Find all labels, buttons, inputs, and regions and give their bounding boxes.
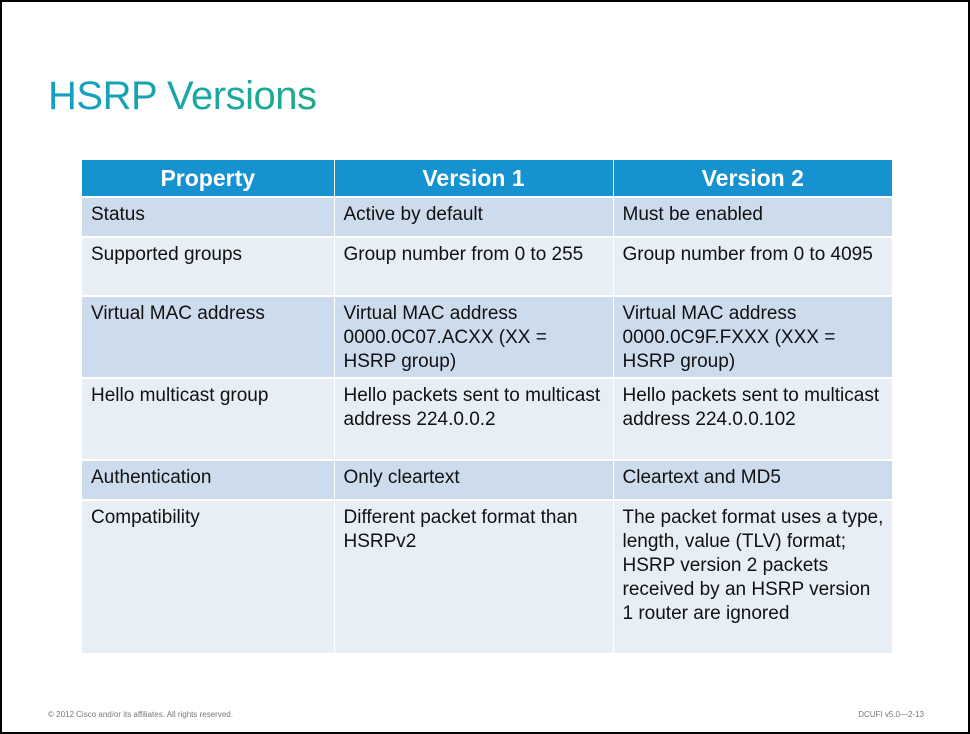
version-2-cell: Group number from 0 to 4095 <box>613 237 892 296</box>
version-1-cell: Virtual MAC address 0000.0C07.ACXX (XX = HSRP group) <box>334 296 613 378</box>
version-2-cell: Hello packets sent to multicast address 224.0.0.102 <box>613 378 892 460</box>
table-row <box>82 237 892 296</box>
version-2-cell: Virtual MAC address 0000.0C9F.FXXX (XXX = HSRP group) <box>613 296 892 378</box>
table-row <box>82 500 892 653</box>
property-cell: Hello multicast group <box>82 378 334 460</box>
header-version-1: Version 1 <box>334 160 613 197</box>
table-row <box>82 296 892 378</box>
table-row <box>82 197 892 237</box>
table-row <box>82 460 892 500</box>
property-cell: Virtual MAC address <box>82 296 334 378</box>
hsrp-versions-table <box>82 160 892 653</box>
slide-title: HSRP Versions <box>48 74 317 118</box>
version-2-cell: Must be enabled <box>613 197 892 237</box>
header-version-2: Version 2 <box>613 160 892 197</box>
version-1-cell: Different packet format than HSRPv2 <box>334 500 613 653</box>
table-header-row <box>82 160 892 197</box>
header-property: Property <box>82 160 334 197</box>
version-2-cell: The packet format uses a type, length, value (TLV) format; HSRP version 2 packets received by an HSRP version 1 router are ignored <box>613 500 892 653</box>
slide-number-footer: DCUFI v5.0—2-13 <box>858 710 924 719</box>
version-1-cell: Hello packets sent to multicast address 224.0.0.2 <box>334 378 613 460</box>
version-1-cell: Active by default <box>334 197 613 237</box>
property-cell: Status <box>82 197 334 237</box>
copyright-footer: © 2012 Cisco and/or its affiliates. All rights reserved. <box>48 710 233 719</box>
version-1-cell: Group number from 0 to 255 <box>334 237 613 296</box>
version-2-cell: Cleartext and MD5 <box>613 460 892 500</box>
property-cell: Authentication <box>82 460 334 500</box>
table-row <box>82 378 892 460</box>
property-cell: Supported groups <box>82 237 334 296</box>
version-1-cell: Only cleartext <box>334 460 613 500</box>
property-cell: Compatibility <box>82 500 334 653</box>
